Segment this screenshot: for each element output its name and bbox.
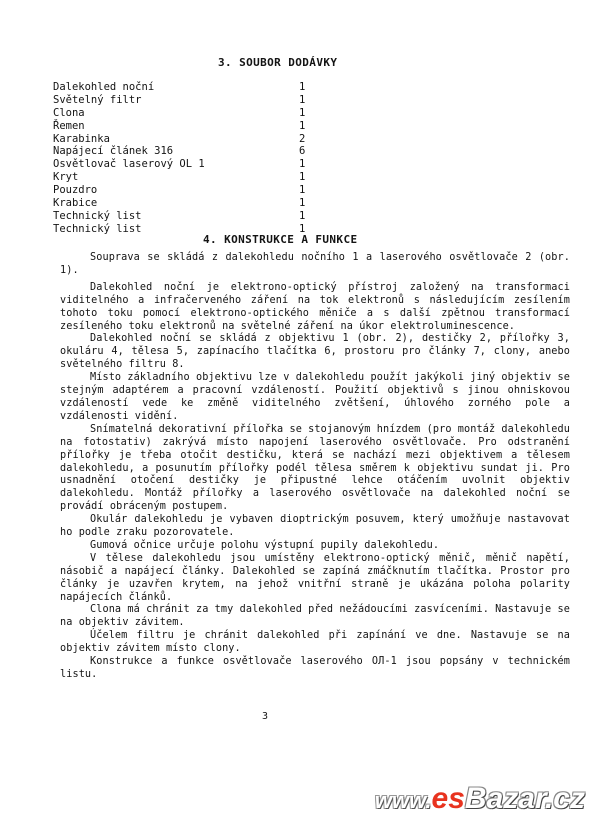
item-name: Kryt (53, 171, 79, 184)
item-name: Technický list (53, 222, 142, 235)
paragraph: Gumová očnice určuje polohu výstupní pupily dalekohledu. (90, 539, 440, 551)
list-item (53, 107, 323, 120)
item-name: Clona (53, 106, 85, 119)
watermark-prefix: www. (374, 788, 432, 813)
item-qty: 6 (299, 145, 306, 158)
paragraph: Okulár dalekohledu je vybaven dioptrickým posuvem, který umožňuje nastavovat ho podle zraku pozorovatele. (60, 514, 570, 539)
watermark-logo (375, 782, 585, 816)
item-name: Krabice (53, 197, 98, 210)
paragraph: V tělese dalekohledu jsou umístěny elektrono-optický měnič, měnič napětí, násobič a napájecí články. Dalekohled se zapíná zmáčknutím tlačítka. Prostor pro články je uzavřen krytem, na jehož vnitřní straně je ukázána poloha polarity napájecích článků. (60, 552, 570, 603)
item-qty: 1 (299, 171, 306, 184)
list-item (53, 184, 323, 197)
list-item (53, 210, 323, 223)
paragraph: Dalekohled noční je elektrono-optický přístroj založený na transformaci viditelného a infračerveného záření na tok elektronů s následujícím zesílením tohoto toku pomocí elektrono-optického měniče a s další zpětnou transformací zesíleného toku elektronů na světelné záření na úkor elektroluminescence. (60, 281, 570, 332)
list-item (53, 94, 323, 107)
list-item (53, 158, 323, 171)
item-name: Řemen (53, 119, 85, 132)
list-item (53, 197, 323, 210)
section-heading-construction: 4. KONSTRUKCE A FUNKCE (203, 233, 358, 246)
item-qty: 2 (299, 132, 306, 145)
item-name: Světelný filtr (53, 93, 142, 106)
item-qty: 1 (299, 158, 306, 171)
item-qty: 1 (299, 184, 306, 197)
item-qty: 1 (299, 93, 306, 106)
item-qty: 1 (299, 197, 306, 210)
item-name: Napájecí článek 316 (53, 145, 174, 158)
item-name: Technický list (53, 209, 142, 222)
item-name: Dalekohled noční (53, 81, 155, 93)
list-item (53, 171, 323, 184)
paragraph: Místo základního objektivu lze v dalekohledu použít jakýkoli jiný objektiv se stejným adaptérem a pracovní vzdáleností. Použití objektivů s jinou ohniskovou vzdáleností vede ke změně viditelného zvětšení, úhlového zorného pole a vzdálenosti vidění. (60, 372, 570, 422)
item-name: Pouzdro (53, 184, 98, 197)
item-qty: 1 (299, 119, 306, 132)
page-number: 3 (262, 711, 269, 722)
delivery-list (53, 81, 323, 236)
item-qty: 1 (299, 106, 306, 119)
watermark-brand-es: es (431, 782, 465, 815)
paragraph: Dalekohled noční se skládá z objektivu 1 (obr. 2), destičky 2, přílořky 3, okuláru 4, tělesa 5, zapínacího tlačítka 6, prostoru pro články 7, clony, anebo světelného filtru 8. (60, 333, 570, 371)
paragraph: Snímatelná dekorativní přílořka se stojanovým hnízdem (pro montáž dalekohledu na fotostativ) zakrývá místo napojení laserového osvětlovače. Pro odstranění přílořky je třeba otočit destičku, která se nachází mezi objektivem a tělesem dalekohledu, a posunutím přílořky podél tělesa směrem k objektivu sundat ji. Pro usnadnění otočení destičky je připustné lehce otáčením uvolnit objektiv dalekohledu. Montáž přílořky a laserového osvětlovače na dalekohled noční se provádí obráceným postupem. (60, 423, 570, 513)
paragraph: Souprava se skládá z dalekohledu nočního 1 a laserového osvětlovače 2 (obr. 1). (60, 252, 570, 276)
item-qty: 1 (299, 81, 306, 93)
list-item (53, 81, 323, 94)
item-qty: 1 (299, 222, 306, 235)
watermark-brand-rest: Bazar.cz (464, 782, 585, 815)
section-heading-delivery: 3. SOUBOR DODÁVKY (218, 56, 338, 69)
paragraph: Konstrukce a funkce osvětlovače laserového OЛ-1 jsou popsány v technickém listu. (60, 656, 570, 680)
paragraph: Účelem filtru je chránit dalekohled při zapínání ve dne. Nastavuje se na objektiv závitem místo clony. (60, 630, 570, 655)
item-name: Karabinka (53, 132, 110, 145)
paragraph: Clona má chránit za tmy dalekohled před nežádoucími zasvíceními. Nastavuje se na objektiv závitem. (60, 604, 570, 629)
item-qty: 1 (299, 209, 306, 222)
list-item (53, 145, 323, 158)
item-name: Osvětlovač laserový OL 1 (53, 158, 205, 171)
list-item (53, 120, 323, 133)
list-item (53, 133, 323, 146)
body-text (60, 252, 570, 682)
